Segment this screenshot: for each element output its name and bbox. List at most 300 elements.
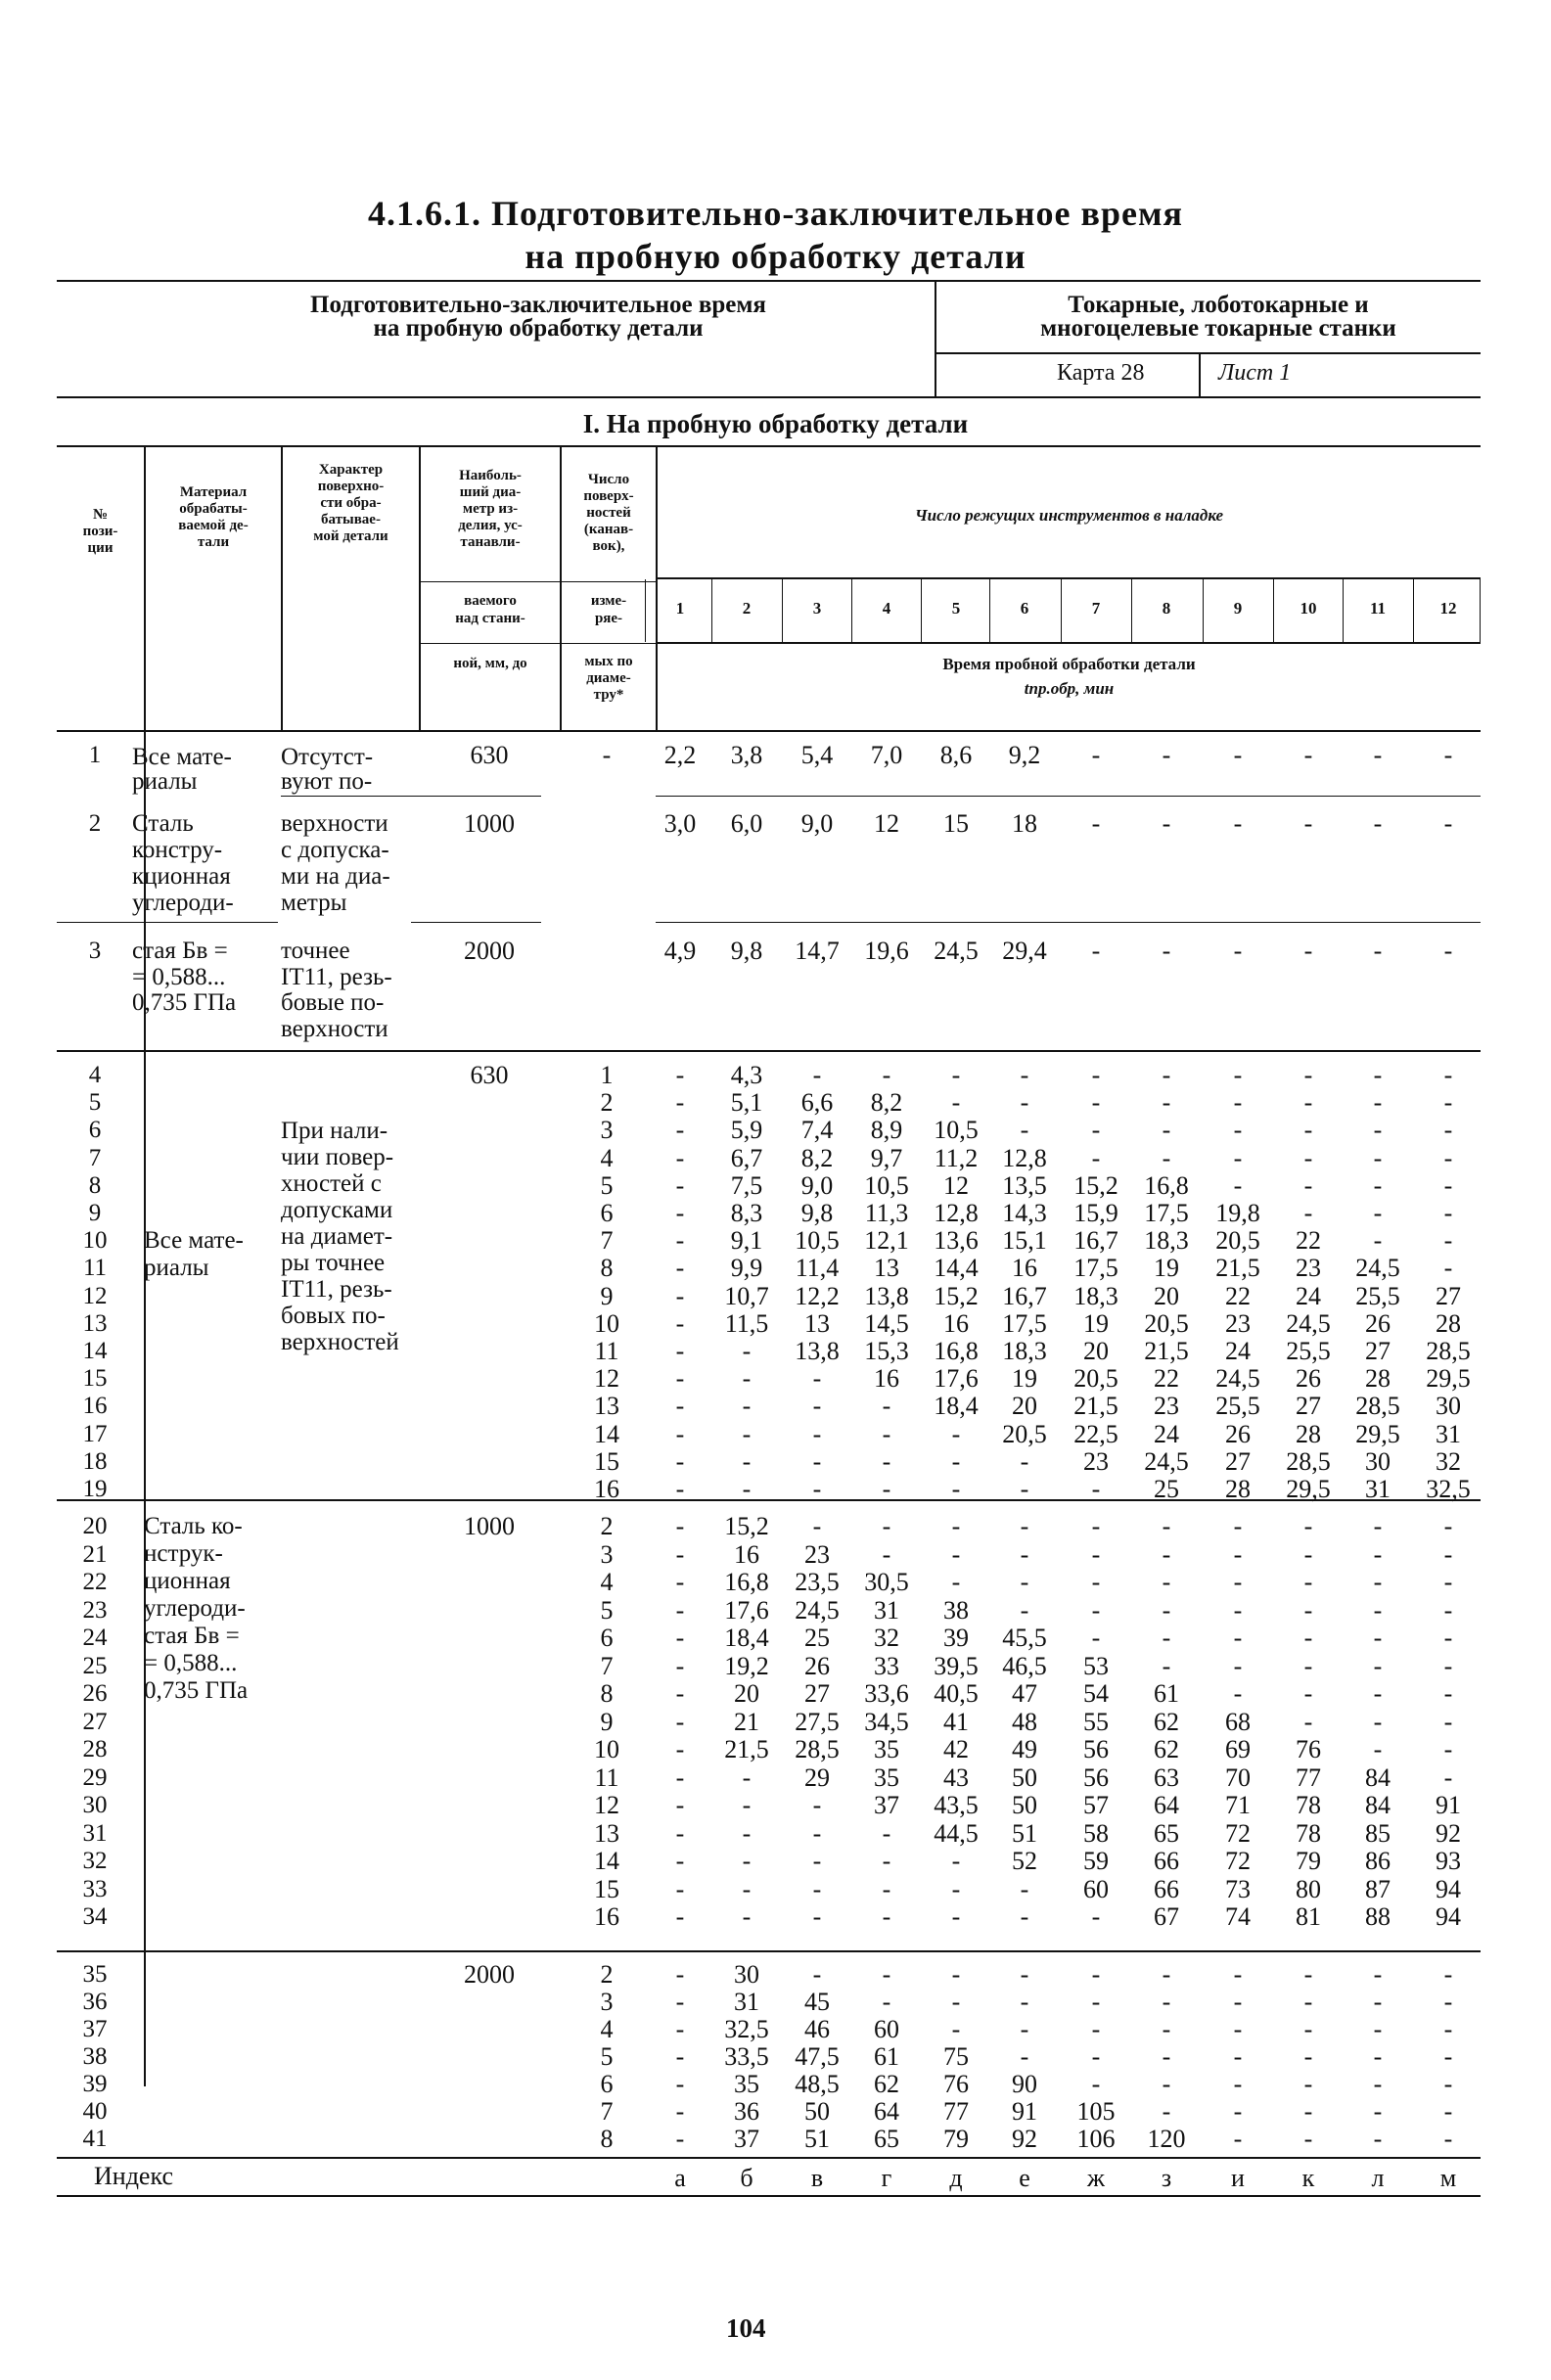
group2-value: 16 <box>874 1364 899 1394</box>
time-header: Время пробной обработки детали <box>942 655 1196 673</box>
group4-value: - <box>675 1988 685 2016</box>
group3-value: 45,5 <box>1002 1624 1047 1652</box>
group1-value: - <box>1443 809 1453 838</box>
group3-value: - <box>1443 1735 1453 1763</box>
group2-value: - <box>675 1170 685 1200</box>
group2-value: 19 <box>1154 1254 1179 1283</box>
group3-value: - <box>742 1902 752 1931</box>
group2-value: - <box>1233 1088 1243 1118</box>
group1-surface-line: с допуска- <box>281 837 389 863</box>
group4-pos-35: 35 <box>82 1961 108 1988</box>
group4-surfaces: 6 <box>600 2070 614 2098</box>
group4-value: 79 <box>943 2125 969 2153</box>
group3-value: - <box>675 1624 685 1652</box>
group2-value: 7,4 <box>800 1116 834 1145</box>
group2-value: 18,3 <box>1002 1337 1047 1365</box>
group1-value: 9,0 <box>800 809 834 838</box>
group3-value: 62 <box>1154 1707 1179 1736</box>
group2-surfaces: 8 <box>600 1254 614 1283</box>
rule <box>57 1950 1481 1952</box>
group2-value: - <box>1091 1061 1101 1089</box>
group3-pos-28: 28 <box>82 1736 108 1762</box>
group1-value: - <box>1091 741 1101 769</box>
group2-value: - <box>1443 1199 1453 1227</box>
group3-value: 39,5 <box>934 1651 979 1680</box>
group4-value: - <box>1373 2097 1383 2126</box>
group2-value: 13,8 <box>864 1281 909 1310</box>
group3-material-line: углероди- <box>144 1595 246 1622</box>
group2-pos-4: 4 <box>88 1062 102 1088</box>
col-surfaces-1: Число <box>587 472 630 487</box>
group2-value: 17,5 <box>1144 1199 1189 1227</box>
group3-value: 84 <box>1365 1791 1391 1819</box>
group3-value: - <box>675 1512 685 1540</box>
group2-value: 24,5 <box>1286 1308 1331 1338</box>
group3-value: 21 <box>734 1707 759 1736</box>
group3-value: 78 <box>1296 1818 1321 1848</box>
group2-value: 27 <box>1296 1392 1321 1421</box>
card-label: Карта 28 <box>1057 360 1145 386</box>
group2-value: 11,5 <box>724 1308 769 1338</box>
group2-value: 16,8 <box>934 1337 979 1365</box>
group1-value: 3,8 <box>730 741 763 769</box>
index-letter: л <box>1371 2164 1385 2192</box>
header-left-1: Подготовительно-заключительное время <box>310 292 766 318</box>
group4-value: 37 <box>734 2125 759 2153</box>
index-letter: в <box>810 2164 824 2192</box>
group2-value: 20,5 <box>1215 1226 1260 1256</box>
group2-value: 32,5 <box>1426 1475 1471 1503</box>
tool-number-4: 4 <box>882 599 891 618</box>
group3-value: 48 <box>1012 1707 1037 1736</box>
rule <box>57 396 1481 398</box>
group2-value: 10,7 <box>724 1281 769 1310</box>
index-letter: б <box>740 2164 753 2192</box>
group3-value: 85 <box>1365 1818 1391 1848</box>
group3-value: - <box>675 1902 685 1931</box>
group3-value: - <box>882 1847 891 1875</box>
group3-value: 77 <box>1296 1762 1321 1792</box>
group4-surfaces: 4 <box>600 2015 614 2043</box>
group3-value: - <box>1162 1651 1171 1680</box>
group3-value: - <box>882 1902 891 1931</box>
group2-value: - <box>742 1392 752 1421</box>
group2-value: - <box>1443 1088 1453 1118</box>
group2-value: - <box>951 1061 961 1089</box>
group2-value: 14,3 <box>1002 1199 1047 1227</box>
group4-value: - <box>1233 2070 1243 2098</box>
group2-value: - <box>675 1281 685 1310</box>
title-line-2: на пробную обработку детали <box>525 237 1026 276</box>
group3-value: - <box>1373 1624 1383 1652</box>
group4-pos-37: 37 <box>82 2016 108 2042</box>
col-pos-3: ции <box>87 540 114 556</box>
group3-value: - <box>1373 1568 1383 1596</box>
col-diameter-3: метр из- <box>462 501 519 517</box>
group3-value: - <box>1233 1539 1243 1569</box>
group1-material-line: кционная <box>132 863 231 890</box>
group2-value: - <box>1091 1088 1101 1118</box>
group3-value: 35 <box>874 1735 899 1763</box>
group2-value: 13,8 <box>795 1337 840 1365</box>
group1-value: - <box>1233 809 1243 838</box>
group2-value: - <box>1303 1143 1313 1172</box>
group4-value: - <box>1303 2070 1313 2098</box>
group2-value: - <box>1303 1170 1313 1200</box>
group2-value: 5,9 <box>730 1116 763 1145</box>
group2-surface-line: При нали- <box>281 1118 388 1144</box>
group2-value: 8,2 <box>800 1143 834 1172</box>
group2-value: - <box>1443 1061 1453 1089</box>
group3-value: 50 <box>1012 1791 1037 1819</box>
group2-surface-line: допусками <box>281 1197 393 1223</box>
group2-surface-line: IT11, резь- <box>281 1276 392 1303</box>
group3-value: - <box>1233 1595 1243 1625</box>
rule <box>711 579 712 642</box>
group3-material-line: Сталь ко- <box>144 1513 243 1539</box>
group2-value: - <box>1373 1143 1383 1172</box>
group2-value: - <box>742 1337 752 1365</box>
group3-value: 68 <box>1225 1707 1251 1736</box>
group2-value: - <box>675 1061 685 1089</box>
group4-value: 90 <box>1012 2070 1037 2098</box>
group2-value: - <box>675 1116 685 1145</box>
group3-value: 53 <box>1083 1651 1109 1680</box>
tool-number-1: 1 <box>675 599 685 618</box>
group3-value: - <box>1373 1679 1383 1708</box>
group3-value: 43 <box>943 1762 969 1792</box>
group2-surface-line: бовых по- <box>281 1303 386 1329</box>
tool-number-3: 3 <box>812 599 822 618</box>
group3-value: 17,6 <box>724 1595 769 1625</box>
group2-value: 19 <box>1012 1364 1037 1394</box>
group1-value: 19,6 <box>864 937 909 965</box>
group3-surfaces: 11 <box>594 1762 619 1792</box>
group2-value: 15,2 <box>1073 1170 1118 1200</box>
group3-value: 26 <box>804 1651 830 1680</box>
group3-value: 18,4 <box>724 1624 769 1652</box>
group3-surfaces: 10 <box>594 1735 619 1763</box>
col-surface-2: поверхно- <box>317 479 385 494</box>
group4-surfaces: 5 <box>600 2042 614 2071</box>
group3-value: 21,5 <box>724 1735 769 1763</box>
group3-value: - <box>742 1847 752 1875</box>
rule <box>1061 579 1062 642</box>
group2-value: 20 <box>1154 1281 1179 1310</box>
group3-value: - <box>1020 1595 1029 1625</box>
group1-value: 18 <box>1012 809 1037 838</box>
group4-value: - <box>1091 1960 1101 1989</box>
group3-value: - <box>882 1512 891 1540</box>
group4-value: - <box>1373 1960 1383 1989</box>
group1-value: 14,7 <box>795 937 840 965</box>
group4-value: - <box>1443 2097 1453 2126</box>
group2-value: 21,5 <box>1144 1337 1189 1365</box>
group3-value: 23,5 <box>795 1568 840 1596</box>
group2-pos-7: 7 <box>88 1144 102 1171</box>
group3-value: - <box>1373 1539 1383 1569</box>
group2-value: 29,5 <box>1286 1475 1331 1503</box>
group1-value: 4,9 <box>663 937 697 965</box>
group3-value: 87 <box>1365 1874 1391 1903</box>
group3-value: - <box>812 1512 822 1540</box>
group3-value: - <box>1443 1651 1453 1680</box>
group2-value: 6,6 <box>800 1088 834 1118</box>
group3-surfaces: 4 <box>600 1568 614 1596</box>
group4-value: - <box>1020 2015 1029 2043</box>
group4-value: 106 <box>1076 2125 1116 2153</box>
group1-value: 24,5 <box>934 937 979 965</box>
group3-pos-24: 24 <box>82 1625 108 1651</box>
group1-value: 12 <box>874 809 899 838</box>
group2-surfaces: 3 <box>600 1116 614 1145</box>
group4-value: 105 <box>1076 2097 1116 2126</box>
group2-surfaces: 9 <box>600 1281 614 1310</box>
rule <box>935 282 936 397</box>
group3-value: 31 <box>874 1595 899 1625</box>
group3-surfaces: 12 <box>594 1791 619 1819</box>
group2-pos-19: 19 <box>82 1476 108 1502</box>
time-symbol: tпр.обр, мин <box>1024 679 1115 698</box>
group3-value: - <box>675 1847 685 1875</box>
group3-value: 33,6 <box>864 1679 909 1708</box>
group2-value: 9,1 <box>730 1226 763 1256</box>
group1-value: 8,6 <box>939 741 973 769</box>
group3-value: - <box>675 1874 685 1903</box>
rule <box>57 730 1481 732</box>
group2-value: 10,5 <box>934 1116 979 1145</box>
tools-header: Число режущих инструментов в наладке <box>914 506 1224 525</box>
group3-value: 37 <box>874 1791 899 1819</box>
group4-value: - <box>1162 2042 1171 2071</box>
group3-value: 24,5 <box>795 1595 840 1625</box>
group2-value: - <box>1303 1199 1313 1227</box>
group1-surface-line: верхности <box>281 810 388 837</box>
group2-value: 12,2 <box>795 1281 840 1310</box>
group4-value: - <box>1020 1988 1029 2016</box>
group3-material-line: нструк- <box>144 1540 223 1567</box>
group3-value: 54 <box>1083 1679 1109 1708</box>
group3-value: 67 <box>1154 1902 1179 1931</box>
group3-value: - <box>675 1762 685 1792</box>
group4-value: 61 <box>874 2042 899 2071</box>
group2-surfaces: 5 <box>600 1170 614 1200</box>
group2-value: - <box>1020 1088 1029 1118</box>
group3-value: - <box>1162 1595 1171 1625</box>
group4-value: - <box>1443 2125 1453 2153</box>
group3-value: 88 <box>1365 1902 1391 1931</box>
group3-value: - <box>675 1735 685 1763</box>
group2-diameter: 630 <box>470 1061 509 1089</box>
rule <box>560 581 656 582</box>
group3-value: 72 <box>1225 1847 1251 1875</box>
group2-pos-6: 6 <box>88 1117 102 1144</box>
group2-value: - <box>1373 1116 1383 1145</box>
group1-value: 29,4 <box>1002 937 1047 965</box>
group1-surface-line: ми на диа- <box>281 863 390 890</box>
group3-value: - <box>1303 1539 1313 1569</box>
group3-value: 93 <box>1436 1847 1461 1875</box>
group3-value: 86 <box>1365 1847 1391 1875</box>
group2-pos-17: 17 <box>82 1420 108 1447</box>
index-letter: з <box>1161 2164 1172 2192</box>
group3-value: - <box>1020 1874 1029 1903</box>
group2-value: 9,9 <box>730 1254 763 1283</box>
col-diameter-1: Наиболь- <box>459 468 522 483</box>
group3-value: - <box>675 1568 685 1596</box>
group2-value: 14,4 <box>934 1254 979 1283</box>
group4-value: 33,5 <box>724 2042 769 2071</box>
group2-surfaces: 10 <box>594 1308 619 1338</box>
group4-value: 46 <box>804 2015 830 2043</box>
group2-value: - <box>1233 1061 1243 1089</box>
group2-value: 26 <box>1296 1364 1321 1394</box>
group4-value: - <box>1091 2015 1101 2043</box>
rule <box>1131 579 1132 642</box>
group2-pos-8: 8 <box>88 1171 102 1199</box>
group1-surfaces: - <box>602 741 612 769</box>
group4-value: 31 <box>734 1988 759 2016</box>
group3-value: 79 <box>1296 1847 1321 1875</box>
group4-value: - <box>1443 1960 1453 1989</box>
group3-value: 49 <box>1012 1735 1037 1763</box>
group4-value: 64 <box>874 2097 899 2126</box>
group3-value: - <box>1373 1512 1383 1540</box>
group3-pos-33: 33 <box>82 1875 108 1902</box>
header-right-1: Токарные, лоботокарные и <box>1068 292 1369 318</box>
group3-value: - <box>951 1847 961 1875</box>
group2-value: 25 <box>1154 1475 1179 1503</box>
group2-value: - <box>675 1143 685 1172</box>
group2-pos-15: 15 <box>82 1365 108 1393</box>
group3-value: 76 <box>1296 1735 1321 1763</box>
group3-value: 61 <box>1154 1679 1179 1708</box>
group4-value: - <box>1373 2015 1383 2043</box>
group1-value: - <box>1303 809 1313 838</box>
group2-value: - <box>1020 1116 1029 1145</box>
group2-value: 11,4 <box>795 1254 840 1283</box>
group4-value: 32,5 <box>724 2015 769 2043</box>
group2-value: 8,9 <box>870 1116 903 1145</box>
group3-value: 94 <box>1436 1874 1461 1903</box>
group1-value: 7,0 <box>870 741 903 769</box>
group2-value: 18,3 <box>1073 1281 1118 1310</box>
group2-value: - <box>882 1419 891 1448</box>
group1-value: - <box>1303 937 1313 965</box>
group3-value: 60 <box>1083 1874 1109 1903</box>
group2-value: 32 <box>1436 1446 1461 1476</box>
group2-value: 22 <box>1225 1281 1251 1310</box>
group2-pos-16: 16 <box>82 1393 108 1420</box>
group2-value: - <box>1020 1475 1029 1503</box>
group3-value: - <box>1233 1651 1243 1680</box>
group4-value: - <box>1303 1988 1313 2016</box>
group2-surfaces: 7 <box>600 1226 614 1256</box>
group2-value: - <box>1373 1088 1383 1118</box>
group3-value: - <box>1233 1568 1243 1596</box>
group4-value: - <box>1020 2042 1029 2071</box>
group3-value: - <box>1303 1568 1313 1596</box>
group3-surfaces: 5 <box>600 1595 614 1625</box>
group1-value: - <box>1162 937 1171 965</box>
group4-value: 62 <box>874 2070 899 2098</box>
group3-value: 27,5 <box>795 1707 840 1736</box>
group2-value: 14,5 <box>864 1308 909 1338</box>
group2-value: - <box>742 1446 752 1476</box>
group2-value: - <box>1373 1199 1383 1227</box>
group2-value: 26 <box>1365 1308 1391 1338</box>
header-left-2: на пробную обработку детали <box>373 315 704 342</box>
group2-value: 24,5 <box>1144 1446 1189 1476</box>
group2-value: - <box>951 1446 961 1476</box>
group3-pos-31: 31 <box>82 1819 108 1847</box>
group3-material-line: стая Бв = <box>144 1623 240 1649</box>
group2-value: 15,1 <box>1002 1226 1047 1256</box>
group4-value: 30 <box>734 1960 759 1989</box>
group2-value: 16 <box>943 1308 969 1338</box>
group3-surfaces: 7 <box>600 1651 614 1680</box>
group4-value: - <box>675 2097 685 2126</box>
group3-value: 71 <box>1225 1791 1251 1819</box>
group2-value: 16,8 <box>1144 1170 1189 1200</box>
group4-value: - <box>882 1960 891 1989</box>
group3-value: - <box>1443 1707 1453 1736</box>
group2-surfaces: 15 <box>594 1446 619 1476</box>
index-letter: а <box>674 2164 686 2192</box>
group3-value: - <box>882 1874 891 1903</box>
group2-value: - <box>675 1226 685 1256</box>
group3-value: - <box>1162 1624 1171 1652</box>
group3-surfaces: 3 <box>600 1539 614 1569</box>
group4-value: - <box>1373 2070 1383 2098</box>
group2-value: 13,5 <box>1002 1170 1047 1200</box>
group2-value: 19 <box>1083 1308 1109 1338</box>
group3-value: - <box>675 1707 685 1736</box>
group1-material-line: Сталь <box>132 810 194 837</box>
group2-value: - <box>1443 1226 1453 1256</box>
group2-value: - <box>1233 1143 1243 1172</box>
group2-value: - <box>1443 1116 1453 1145</box>
group4-value: 76 <box>943 2070 969 2098</box>
group2-value: 12,8 <box>934 1199 979 1227</box>
group4-surfaces: 7 <box>600 2097 614 2126</box>
group2-value: - <box>675 1364 685 1394</box>
rule <box>1273 579 1274 642</box>
group4-value: 36 <box>734 2097 759 2126</box>
group3-pos-23: 23 <box>82 1596 108 1624</box>
group3-value: - <box>1303 1651 1313 1680</box>
group4-surfaces: 8 <box>600 2125 614 2153</box>
group2-value: 8,3 <box>730 1199 763 1227</box>
group2-material-line: риалы <box>144 1255 209 1281</box>
group2-value: 24,5 <box>1215 1364 1260 1394</box>
group3-value: 62 <box>1154 1735 1179 1763</box>
group2-surfaces: 12 <box>594 1364 619 1394</box>
group2-value: 31 <box>1365 1475 1391 1503</box>
group1-value: 6,0 <box>730 809 763 838</box>
rule <box>989 579 990 642</box>
rule <box>57 2195 1481 2197</box>
group3-value: 44,5 <box>934 1818 979 1848</box>
title-line-1: 4.1.6.1. Подготовительно-заключительное время <box>368 194 1183 233</box>
group2-value: 21,5 <box>1215 1254 1260 1283</box>
group2-value: - <box>951 1475 961 1503</box>
group4-value: - <box>675 2125 685 2153</box>
group1-value: 9,8 <box>730 937 763 965</box>
group1-surface-line: точнее <box>281 938 350 964</box>
group4-value: 50 <box>804 2097 830 2126</box>
group3-value: - <box>951 1539 961 1569</box>
